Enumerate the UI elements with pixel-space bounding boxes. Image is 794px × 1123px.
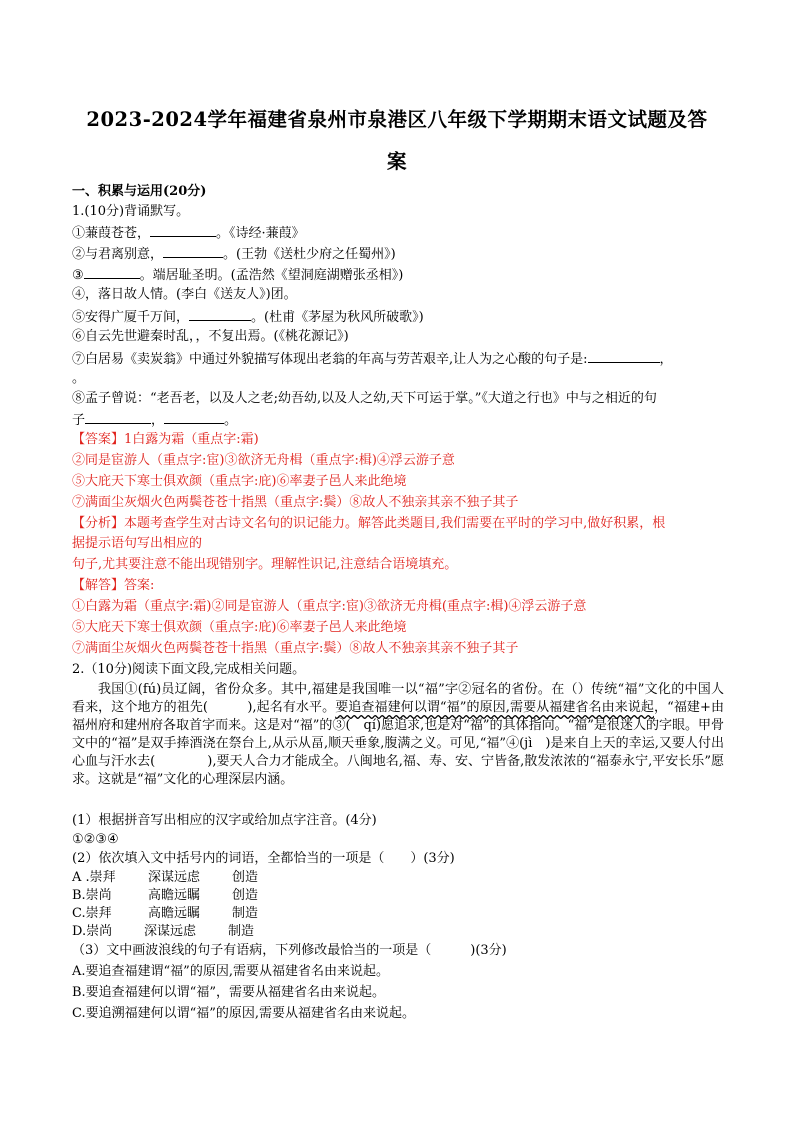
- q1-item-7-end: [72, 368, 732, 388]
- option-label: B.崇尚: [72, 888, 112, 903]
- option-word: 高瞻远瞩: [148, 888, 201, 903]
- answer-blank: [189, 307, 251, 321]
- analysis-line: 据提示语句写出相应的: [72, 536, 203, 551]
- q1-item-text: 。《诗经·蒹葭》: [216, 226, 305, 241]
- q1-item-text: ，: [151, 413, 165, 428]
- q1-item-8-continued: [72, 410, 732, 430]
- answer-blank: [84, 265, 140, 279]
- passage-text: ，“福建+由福州府和建州府各取首字而来。这是对“福”的③( qí)愿追求,也是对“福”的具体指向。“福”是很迷人的字眼。甲骨文中的“福”是双手捧酒浇在祭台上,从示从畐,顺天垂象,腹满之义。可见,“福”④(jì )是来自上天的幸运,又要人付出心血与汗水去( ),要天人合力才能成全。八闽地名,福、寿、安、宁皆备,散发浓浓的“福泰永宁,平安长乐”愿求。这就是“福”文化的心理深层内涵。: [72, 700, 724, 787]
- answer-blank: [85, 410, 151, 424]
- q1-item-text: ①蒹葭苍苍，: [72, 226, 151, 241]
- q1-item-text: ②与君离别意，: [72, 247, 164, 262]
- passage-text: 我国①(fú)员辽阔，省份众多。其中,福建是我国唯一以“福”字②冠名的省份。在（）传统“福”文化的中国人看来，这个地方的祖先( ),起名有水平。: [72, 682, 724, 715]
- option-word: 高瞻远瞩: [148, 906, 201, 921]
- answer-blank: [150, 223, 216, 237]
- section-heading: 一、积累与运用(20分): [72, 184, 207, 199]
- q1-item-8: ⑧孟子曾说：“老吾老，以及人之老;幼吾幼,以及人之幼,天下可运于掌。”《大道之行也》中与之相近的句: [72, 391, 657, 406]
- option-label: C.崇拜: [72, 906, 112, 921]
- answer-line: 【答案】1白露为霜（重点字:霜): [72, 432, 259, 447]
- q1-item-text: 子: [72, 413, 86, 428]
- q1-item-text: ，: [659, 352, 673, 367]
- option-row: C.要追溯福建何以谓“福”的原因,需要从福建省名由来说起。: [72, 1006, 416, 1021]
- page-title-continued: 案: [386, 150, 407, 173]
- q1-item-2: [72, 244, 732, 264]
- option-word: 深谋远虑: [148, 870, 201, 885]
- solution-line: ⑦满面尘灰烟火色两鬓苍苍十指黑（重点字:鬓）⑧故人不独亲其亲不独子其子: [72, 641, 519, 656]
- q2-sub2: (2）依次填入文中括号内的词语，全都恰当的一项是（ ）(3分): [72, 851, 455, 866]
- q1-item-text: 。(王勃《送杜少府之任蜀州》): [223, 247, 396, 262]
- page-title: 2023-2024学年福建省泉州市泉港区八年级下学期期末语文试题及答: [86, 108, 708, 131]
- q2-sub3: （3）文中画波浪线的句子有语病，下列修改最恰当的一项是（ )(3分): [72, 943, 507, 958]
- option-row: [72, 923, 732, 941]
- option-label: D.崇尚: [72, 924, 113, 939]
- answer-blank: [164, 410, 224, 424]
- q1-item-1: [72, 223, 732, 243]
- solution-line: ⑤大庇天下寒士俱欢颜（重点字:庇)⑥率妻子邑人来此绝境: [72, 620, 407, 635]
- q1-item-7: [72, 349, 732, 369]
- reading-passage: [72, 681, 724, 789]
- option-word: 创造: [232, 888, 259, 903]
- option-row: [72, 887, 732, 905]
- q2-sub1: (1）根据拼音写出相应的汉字或给加点字注音。(4分): [72, 813, 377, 828]
- option-row: [72, 905, 732, 923]
- option-row: [72, 869, 732, 887]
- question-1-stem: 1.(10分)背诵默写。: [72, 204, 190, 219]
- q1-item-text: ⑤安得广厦千万间，: [72, 310, 190, 325]
- question-2-stem: 2.（10分)阅读下面文段,完成相关问题。: [72, 662, 306, 677]
- option-label: A .崇拜: [72, 870, 116, 885]
- solution-line: ①白露为霜（重点字:霜)②同是宦游人（重点字:宦)③欲济无舟楫(重点字:楫)④浮云游子意: [72, 599, 587, 614]
- answer-blank: [163, 244, 223, 258]
- analysis-line: 【分析】本题考查学生对古诗文名句的识记能力。解答此类题目,我们需要在平时的学习中,做好积累，根: [72, 516, 666, 531]
- option-word: 深谋远虑: [144, 924, 197, 939]
- q1-item-text: 。: [224, 413, 238, 428]
- solution-heading: 【解答】答案:: [72, 578, 155, 593]
- option-word: 制造: [232, 906, 259, 921]
- q1-item-text: ⑦白居易《卖炭翁》中通过外貌描写体现出老翁的年高与劳苦艰辛,让人为之心酸的句子是:: [72, 352, 588, 367]
- q1-item-text: ③: [72, 268, 84, 283]
- answer-line: ⑦满面尘灰烟火色两鬓苍苍十指黑（重点字:鬓）⑧故人不独亲其亲不独子其子: [72, 495, 519, 510]
- analysis-line: 句子,尤其要注意不能出现错别字。理解性识记,注意结合语境填充。: [72, 557, 458, 572]
- q1-item-text: 。(杜甫《茅屋为秋风所破歌》): [251, 310, 424, 325]
- answer-line: ②同是宦游人（重点字:宦)③欲济无舟楫（重点字:楫)④浮云游子意: [72, 453, 455, 468]
- option-word: 创造: [232, 870, 259, 885]
- q1-item-4: ④，落日故人情。(李白《送友人》)团。: [72, 287, 297, 302]
- wavy-underlined-sentence: 要追查福建何以谓“福”的原因,需要从福建省名由来说起: [335, 700, 654, 715]
- option-row: B.要追查福建何以谓“福”，需要从福建省名由来说起。: [72, 985, 385, 1000]
- q1-item-6: ⑥自云先世避秦时乱，，不复出焉。(《桃花源记》): [72, 329, 349, 344]
- answer-blank: [588, 349, 660, 363]
- q1-item-5: [72, 307, 732, 327]
- option-word: 制造: [228, 924, 255, 939]
- q1-item-text: 。端居耻圣明。(孟浩然《望洞庭湖赠张丞相》): [139, 268, 404, 283]
- q1-item-text: 。: [72, 371, 86, 386]
- option-row: A.要追查福建谓“福”的原因,需要从福建省名由来说起。: [72, 964, 389, 979]
- q1-item-3: [72, 265, 732, 285]
- q2-sub1-blanks: ①②③④: [72, 832, 119, 847]
- answer-line: ⑤大庇天下寒士俱欢颜（重点字:庇)⑥率妻子邑人来此绝境: [72, 474, 407, 489]
